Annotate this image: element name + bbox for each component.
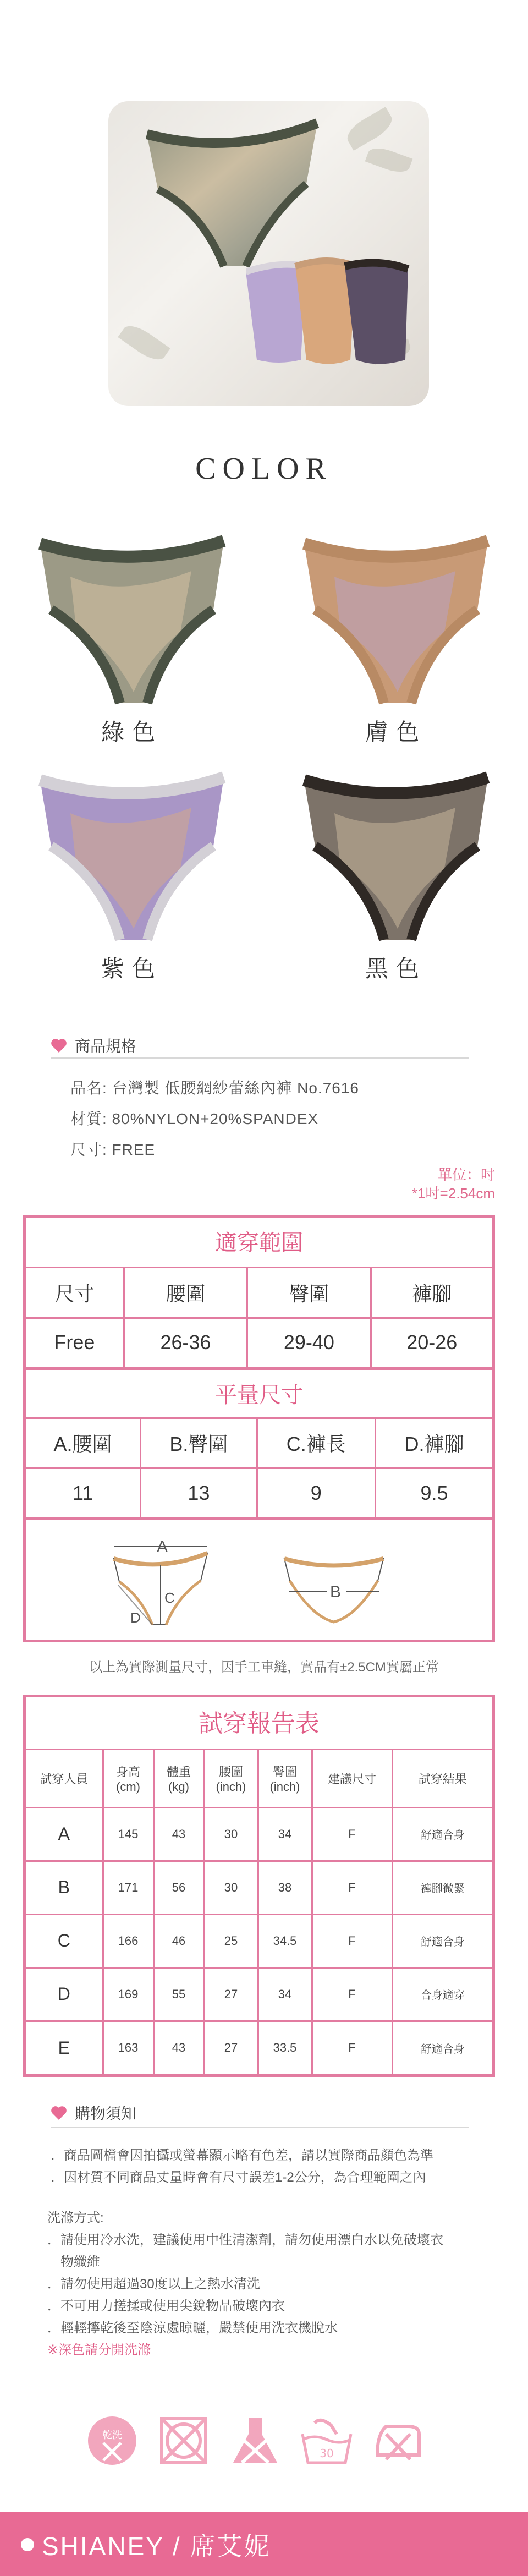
spec-size: 尺寸: FREE <box>70 1141 156 1158</box>
report-tester: E <box>26 2021 103 2074</box>
swatch-black-image <box>301 769 491 945</box>
wash-item: ．請勿使用超過30度以上之熱水清洗 <box>47 2277 260 2292</box>
report-cell: 166 <box>103 1914 153 1967</box>
flat-cell: 11 <box>26 1468 141 1518</box>
report-tester: C <box>26 1914 103 1967</box>
divider <box>51 2127 469 2128</box>
report-cell: 33.5 <box>258 2021 312 2074</box>
report-cell: F <box>312 1967 392 2021</box>
unit-note <box>330 1165 495 1203</box>
care-icon-text: 30 <box>320 2447 334 2460</box>
purchase-note: ．商品圖檔會因拍攝或螢幕顯示略有色差，請以實際商品顏色為準 <box>51 2148 433 2163</box>
spec-name: 品名: 台灣製 低腰網紗蕾絲內褲 No.7616 <box>70 1079 359 1097</box>
report-cell: 27 <box>204 1967 258 2021</box>
no-bleach-icon <box>227 2412 284 2469</box>
unit-note-line1: 單位：吋 <box>437 1166 495 1183</box>
report-result: 合身適穿 <box>392 1967 492 2021</box>
report-cell: 46 <box>153 1914 204 1967</box>
report-tester: D <box>26 1967 103 2021</box>
report-tester: B <box>26 1861 103 1914</box>
swatch-label-skin: 膚色 <box>365 720 427 746</box>
swatch-skin-image <box>301 533 491 709</box>
green-panty-image <box>141 118 323 272</box>
report-cell: 169 <box>103 1967 153 2021</box>
assorted-panties-image <box>246 250 411 376</box>
report-cell: 145 <box>103 1807 153 1861</box>
report-cell: F <box>312 2021 392 2074</box>
fit-header: 褲腳 <box>371 1268 492 1318</box>
swatch-label-purple: 紫色 <box>101 957 163 982</box>
no-dryer-clean-icon <box>84 2412 141 2469</box>
wash-item: ．不可用力搓揉或使用尖銳物品破壞內衣 <box>47 2299 285 2314</box>
report-cell: 25 <box>204 1914 258 1967</box>
fit-cell: 20-26 <box>371 1318 492 1367</box>
swatch-label-green: 綠色 <box>101 720 163 746</box>
report-header: 建議尺寸 <box>312 1750 392 1807</box>
flat-table-title: 平量尺寸 <box>26 1368 492 1419</box>
flat-header: A.腰圍 <box>26 1419 141 1468</box>
report-header: 身高 (cm) <box>103 1750 153 1807</box>
report-header: 體重 (kg) <box>153 1750 204 1807</box>
wash-item: ．請使用冷水洗，建議使用中性清潔劑，請勿使用漂白水以免破壞衣 <box>47 2233 443 2248</box>
report-table <box>26 1750 492 2074</box>
product-hero-photo <box>108 101 429 406</box>
flat-header: C.褲長 <box>257 1419 375 1468</box>
size-table-box <box>23 1215 495 1642</box>
purchase-notes <box>51 2145 433 2189</box>
fit-table <box>26 1268 492 1368</box>
fit-header: 臀圍 <box>248 1268 371 1318</box>
report-cell: 38 <box>258 1861 312 1914</box>
report-cell: F <box>312 1914 392 1967</box>
dark-color-warning: ※深色請分開洗滌 <box>47 2343 151 2358</box>
flat-cell: 13 <box>141 1468 257 1518</box>
unit-note-line2: *1吋=2.54cm <box>411 1185 495 1202</box>
care-icon-text: 乾洗 <box>102 2430 122 2441</box>
divider <box>51 1057 469 1059</box>
report-cell: 30 <box>204 1861 258 1914</box>
fit-header: 腰圍 <box>124 1268 247 1318</box>
report-cell: 30 <box>204 1807 258 1861</box>
report-cell: 34.5 <box>258 1914 312 1967</box>
footer-dot <box>21 2538 34 2551</box>
report-header: 臀圍 (inch) <box>258 1750 312 1807</box>
measure-note: 以上為實際測量尺寸，因手工車縫，實品有±2.5CM實屬正常 <box>89 1660 439 1675</box>
diagram-label-a: A <box>157 1538 168 1556</box>
report-cell: F <box>312 1807 392 1861</box>
spec-heading <box>51 1034 136 1056</box>
purchase-heading <box>51 2102 136 2124</box>
report-cell: 43 <box>153 1807 204 1861</box>
swatch-label-black: 黑色 <box>365 957 427 982</box>
report-header: 試穿人員 <box>26 1750 103 1807</box>
fit-cell: Free <box>26 1318 124 1367</box>
fit-table-title: 適穿範圍 <box>26 1218 492 1268</box>
purchase-note: ．因材質不同商品丈量時會有尺寸誤差1-2公分，為合理範圍之內 <box>51 2170 426 2185</box>
report-cell: 55 <box>153 1967 204 2021</box>
diagram-label-b: B <box>330 1583 342 1601</box>
report-tester: A <box>26 1807 103 1861</box>
spec-material: 材質: 80%NYLON+20%SPANDEX <box>70 1110 319 1127</box>
footer-brand <box>21 2526 271 2563</box>
report-header: 腰圍 (inch) <box>204 1750 258 1807</box>
wash-title: 洗滌方式: <box>47 2211 104 2226</box>
report-cell: 56 <box>153 1861 204 1914</box>
report-result: 褲腳微緊 <box>392 1861 492 1914</box>
heart-icon <box>51 1038 67 1053</box>
report-header: 試穿結果 <box>392 1750 492 1807</box>
purchase-heading-text: 購物須知 <box>75 2105 137 2122</box>
color-section-title: COLOR <box>195 452 333 486</box>
wash-item: 物纖維 <box>47 2255 100 2270</box>
report-cell: 171 <box>103 1861 153 1914</box>
wash-item: ．輕輕擰乾後至陰涼處晾曬，嚴禁使用洗衣機脫水 <box>47 2321 338 2336</box>
measure-diagram <box>26 1519 492 1640</box>
flat-cell: 9 <box>257 1468 375 1518</box>
report-cell: 27 <box>204 2021 258 2074</box>
report-title: 試穿報告表 <box>26 1697 492 1750</box>
swatch-purple-image <box>37 769 227 945</box>
report-cell: 34 <box>258 1807 312 1861</box>
report-result: 舒適合身 <box>392 1807 492 1861</box>
diagram-label-c: C <box>164 1590 175 1606</box>
hand-wash-30-icon <box>298 2412 355 2469</box>
report-cell: F <box>312 1861 392 1914</box>
wash-instructions <box>47 2207 443 2361</box>
report-result: 舒適合身 <box>392 2021 492 2074</box>
report-cell: 34 <box>258 1967 312 2021</box>
panty-outline-diagram <box>26 1520 492 1638</box>
report-cell: 43 <box>153 2021 204 2074</box>
fit-header: 尺寸 <box>26 1268 124 1318</box>
fitting-report-box <box>23 1695 495 2077</box>
report-cell: 163 <box>103 2021 153 2074</box>
brand-name: SHIANEY / 席艾妮 <box>42 2532 271 2561</box>
fit-cell: 29-40 <box>248 1318 371 1367</box>
no-tumble-dry-icon <box>155 2412 212 2469</box>
flat-header: D.褲腳 <box>375 1419 492 1468</box>
spec-heading-text: 商品規格 <box>75 1038 137 1055</box>
no-iron-icon <box>370 2412 427 2469</box>
report-result: 舒適合身 <box>392 1914 492 1967</box>
flat-cell: 9.5 <box>375 1468 492 1518</box>
flat-header: B.臀圍 <box>141 1419 257 1468</box>
swatch-green-image <box>37 533 227 709</box>
flat-table <box>26 1419 492 1519</box>
fit-cell: 26-36 <box>124 1318 247 1367</box>
diagram-label-d: D <box>130 1609 141 1626</box>
heart-icon <box>51 2105 67 2120</box>
